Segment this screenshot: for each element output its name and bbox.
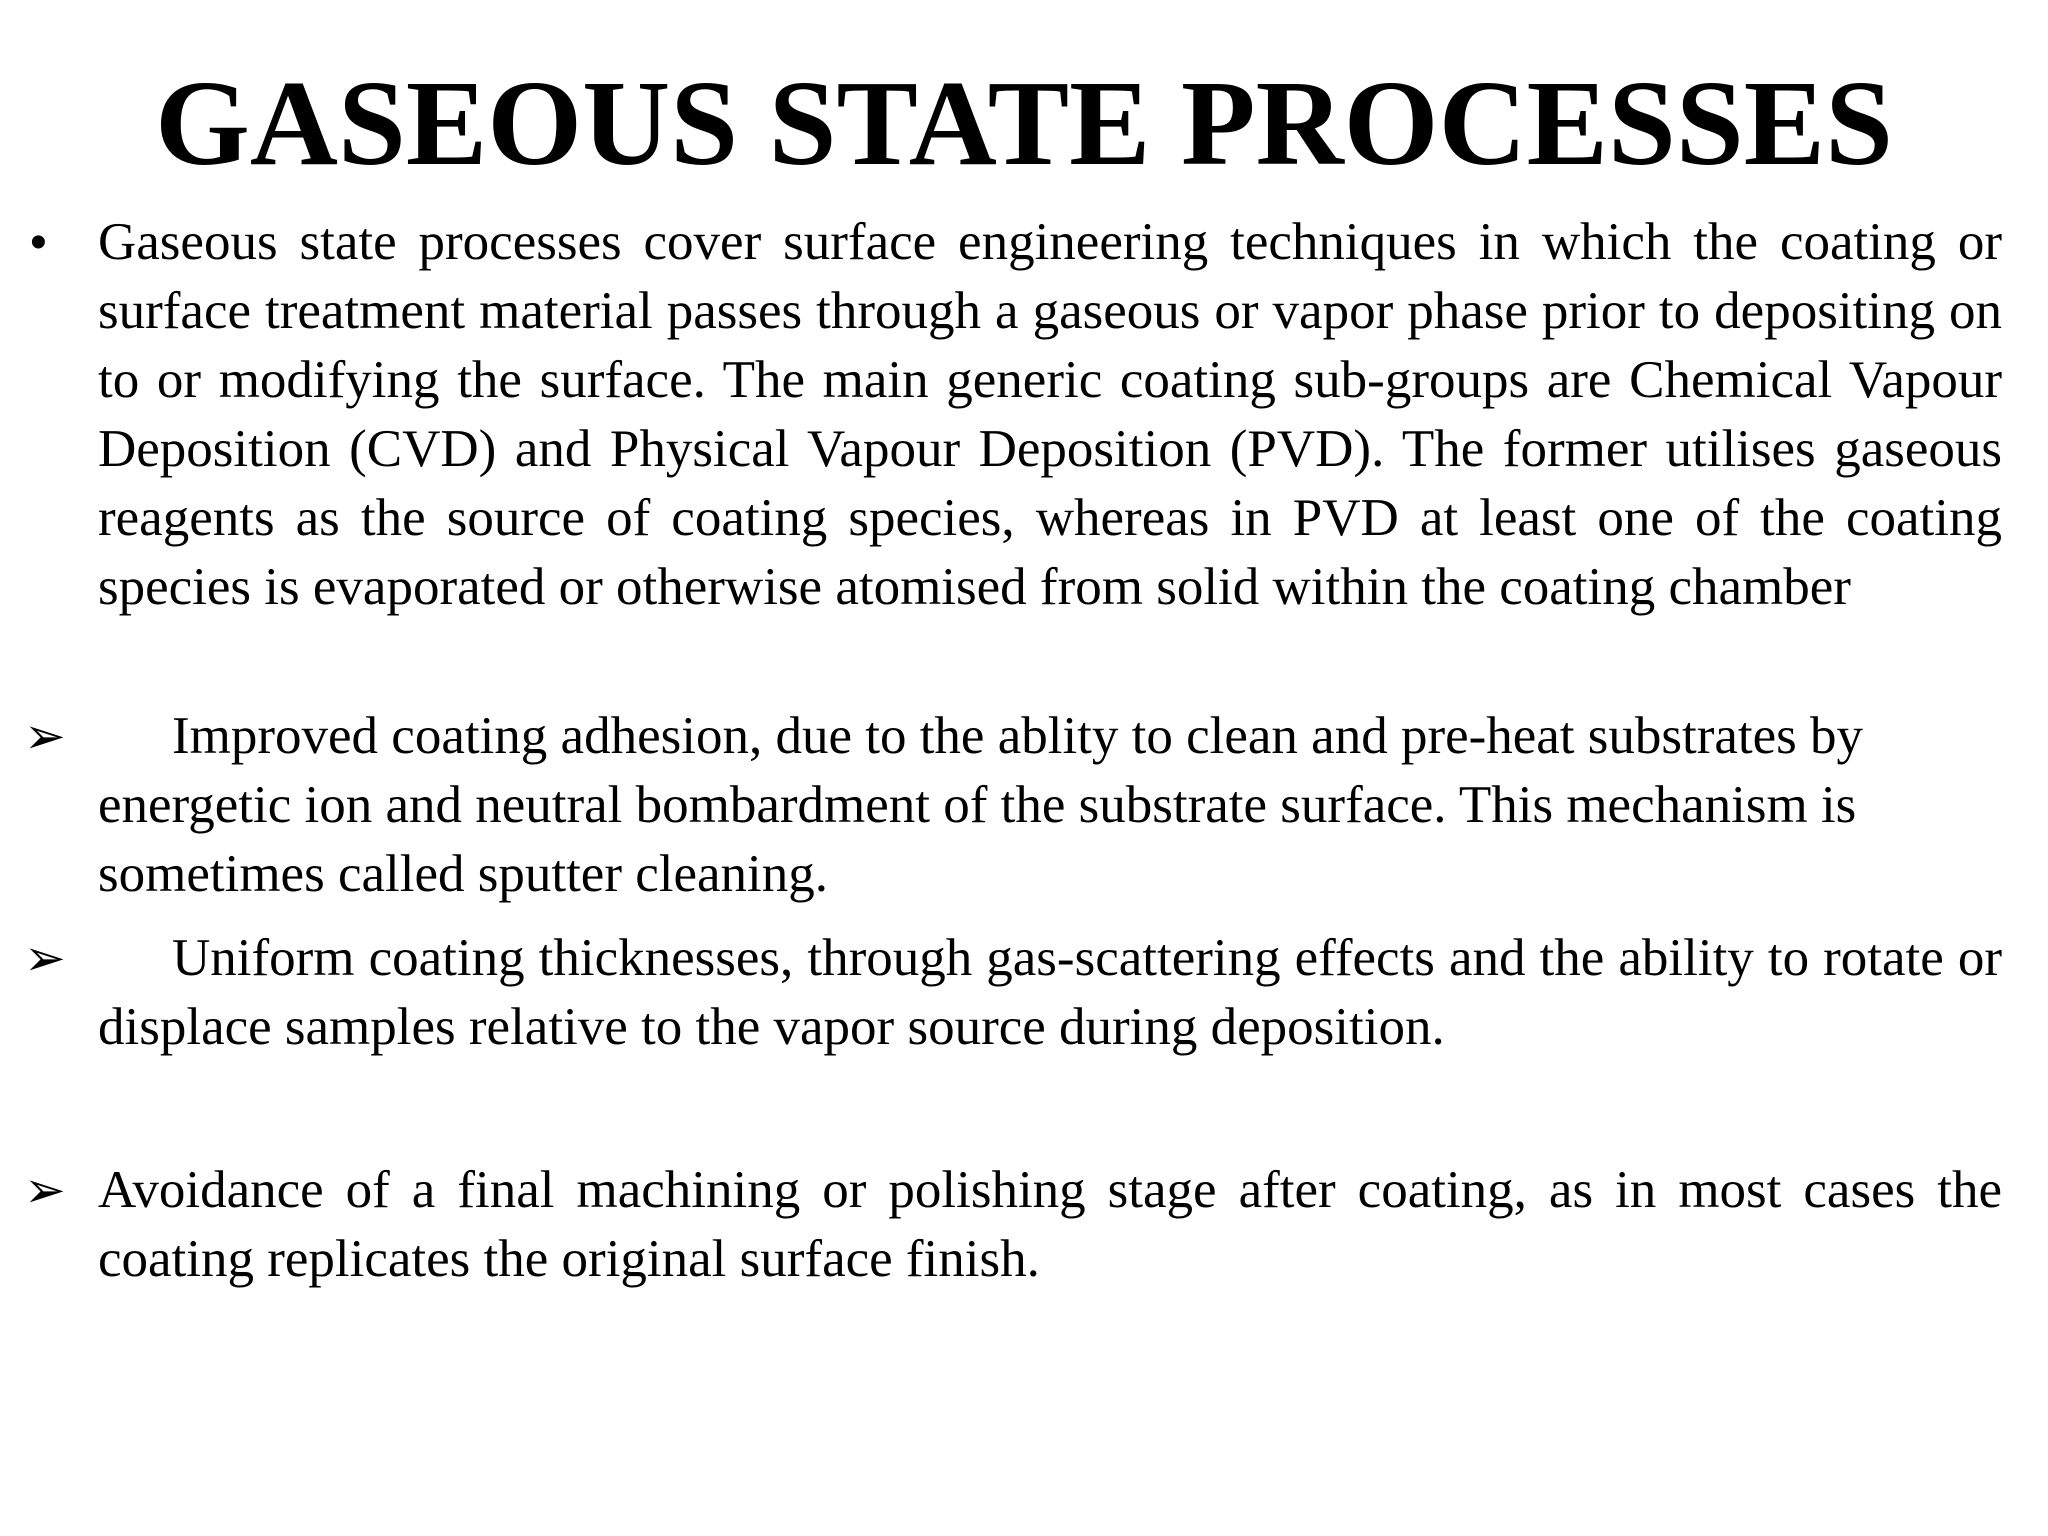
list-item-avoid-machining: Avoidance of a final machining or polishing stage after coating, as in most cases the coating replicates the original surface finish. — [98, 1161, 2002, 1288]
arrow-bullet-icon: ➢ — [24, 930, 66, 986]
bullet-marker-dot: • — [30, 216, 47, 269]
list-item-coating-adhesion — [98, 702, 2002, 909]
list-item-gaseous-processes: Gaseous state processes cover surface engineering techniques in which the coating or surface treatment material passes through a gaseous or vapor phase prior to depositing on to or modifying the surface. The main generic coating sub-groups are Chemical Vapour Deposition (CVD) and Physical Vapour Deposition (PVD). The former utilises gaseous reagents as the source of coating species, whereas in PVD at least one of the coating species is evaporated or otherwise atomised from solid within the coating chamber — [98, 213, 2002, 616]
arrow-bullet-icon: ➢ — [24, 708, 66, 764]
list-item-uniform-thickness — [98, 924, 2002, 1062]
slide-title: GASEOUS STATE PROCESSES — [155, 56, 1893, 191]
list-item-coating-adhesion-text: Improved coating adhesion, due to the ablity to clean and pre-heat substrates by energetic ion and neutral bombardment of the substrate surface. This mechanism is sometimes called sputter cleaning. — [98, 707, 1864, 903]
list-item-uniform-thickness-text: Uniform coating thicknesses, through gas-scattering effects and the ability to rotate or displace samples relative to the vapor source during deposition. — [98, 929, 2002, 1056]
arrow-bullet-icon: ➢ — [24, 1162, 66, 1218]
